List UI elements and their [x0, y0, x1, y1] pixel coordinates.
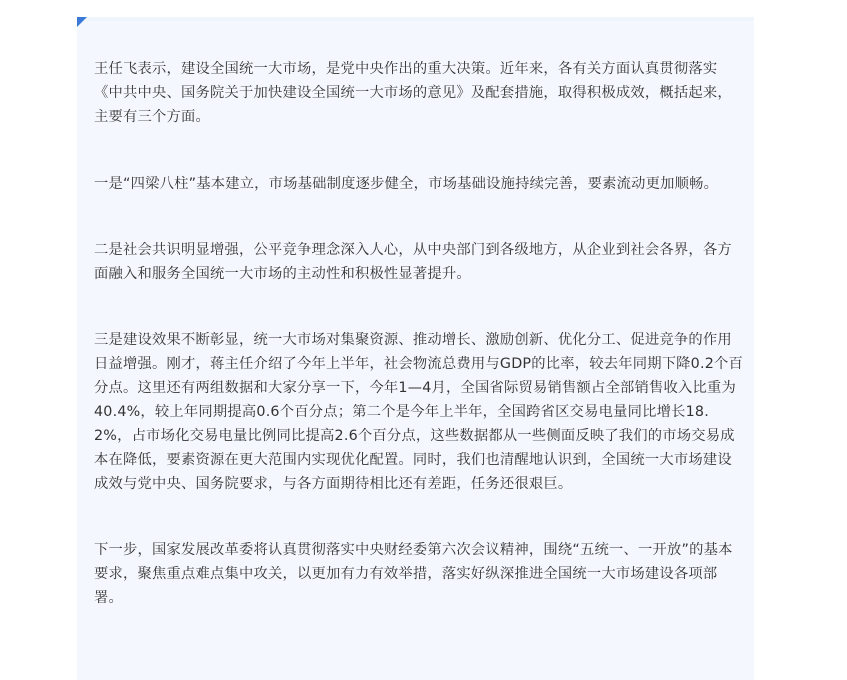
article-card [77, 17, 754, 680]
corner-accent-mark [77, 17, 87, 27]
paragraph-point-one: 一是“四梁八柱”基本建立，市场基础制度逐步健全，市场基础设施持续完善，要素流动更加顺畅。 [94, 176, 719, 192]
paragraph-point-three: 三是建设效果不断彰显，统一大市场对集聚资源、推动增长、激励创新、优化分工、促进竞争的作用日益增强。刚才，蒋主任介绍了今年上半年，社会物流总费用与GDP的比率，较去年同期下降0.2个百分点。这里还有两组数据和大家分享一下，今年1—4月，全国省际贸易销售额占全部销售收入比重为40.4%，较上年同期提高0.6个百分点；第二个是今年上半年，全国跨省区交易电量同比增长18.2%，占市场化交易电量比例同比提高2.6个百分点，这些数据都从一些侧面反映了我们的市场交易成本在降低，要素资源在更大范围内实现优化配置。同时，我们也清醒地认识到，全国统一大市场建设成效与党中央、国务院要求，与各方面期待相比还有差距，任务还很艰巨。 [94, 332, 744, 492]
paragraph-next-step: 下一步，国家发展改革委将认真贯彻落实中央财经委第六次会议精神，围绕“五统一、一开放”的基本要求，聚焦重点难点集中攻关，以更加有力有效举措，落实好纵深推进全国统一大市场建设各项部署。 [94, 542, 733, 606]
paragraph-intro: 王任飞表示，建设全国统一大市场，是党中央作出的重大决策。近年来，各有关方面认真贯彻落实《中共中央、国务院关于加快建设全国统一大市场的意见》及配套措施，取得积极成效，概括起来，主要有三个方面。 [94, 61, 732, 125]
article-body [94, 57, 744, 610]
paragraph-point-two: 二是社会共识明显增强，公平竞争理念深入人心，从中央部门到各级地方，从企业到社会各界，各方面融入和服务全国统一大市场的主动性和积极性显著提升。 [94, 242, 732, 282]
